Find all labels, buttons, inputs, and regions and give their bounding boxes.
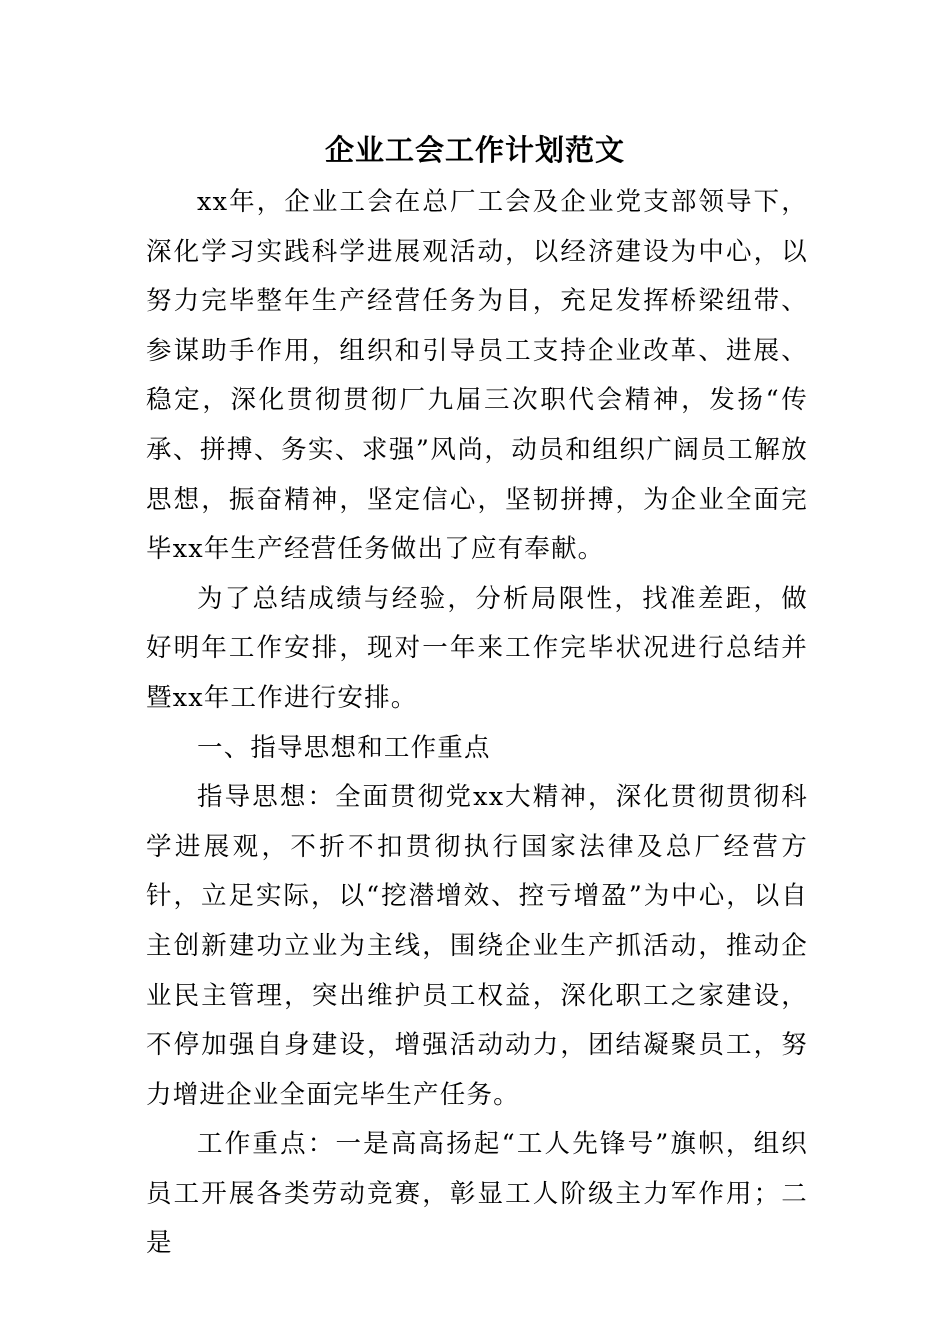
section-heading: 一、指导思想和工作重点: [197, 732, 491, 763]
paragraph-guiding-ideology: 指导思想：全面贯彻党xx大精神，深化贯彻贯彻科学进展观，不折不扣贯彻执行国家法律及总厂经营方针，立足实际，以“挖潜增效、控亏增盈”为中心，以自主创新建功立业为主线，围绕企业生产抓活动，推动企业民主管理，突出维护员工权益，深化职工之家建设，不停加强自身建设，增强活动动力，团结凝聚员工，努力增进企业全面完毕生产任务。: [146, 782, 808, 1110]
document-body: [146, 178, 808, 1269]
document-title: 企业工会工作计划范文: [324, 133, 625, 167]
paragraph-work-focus: 工作重点：一是高高扬起“工人先锋号”旗帜，组织员工开展各类劳动竞赛，彰显工人阶级主力军作用；二是: [146, 1129, 808, 1259]
paragraph-intro: xx年，企业工会在总厂工会及企业党支部领导下，深化学习实践科学进展观活动，以经济建设为中心，以努力完毕整年生产经营任务为目，充足发挥桥梁纽带、参谋助手作用，组织和引导员工支持企业改革、进展、稳定，深化贯彻贯彻厂九届三次职代会精神，发扬“传承、拼搏、务实、求强”风尚，动员和组织广阔员工解放思想，振奋精神，坚定信心，坚韧拼搏，为企业全面完毕xx年生产经营任务做出了应有奉献。: [146, 187, 808, 565]
paragraph-purpose: 为了总结成绩与经验，分析局限性，找准差距，做好明年工作安排，现对一年来工作完毕状况进行总结并暨xx年工作进行安排。: [146, 583, 808, 713]
